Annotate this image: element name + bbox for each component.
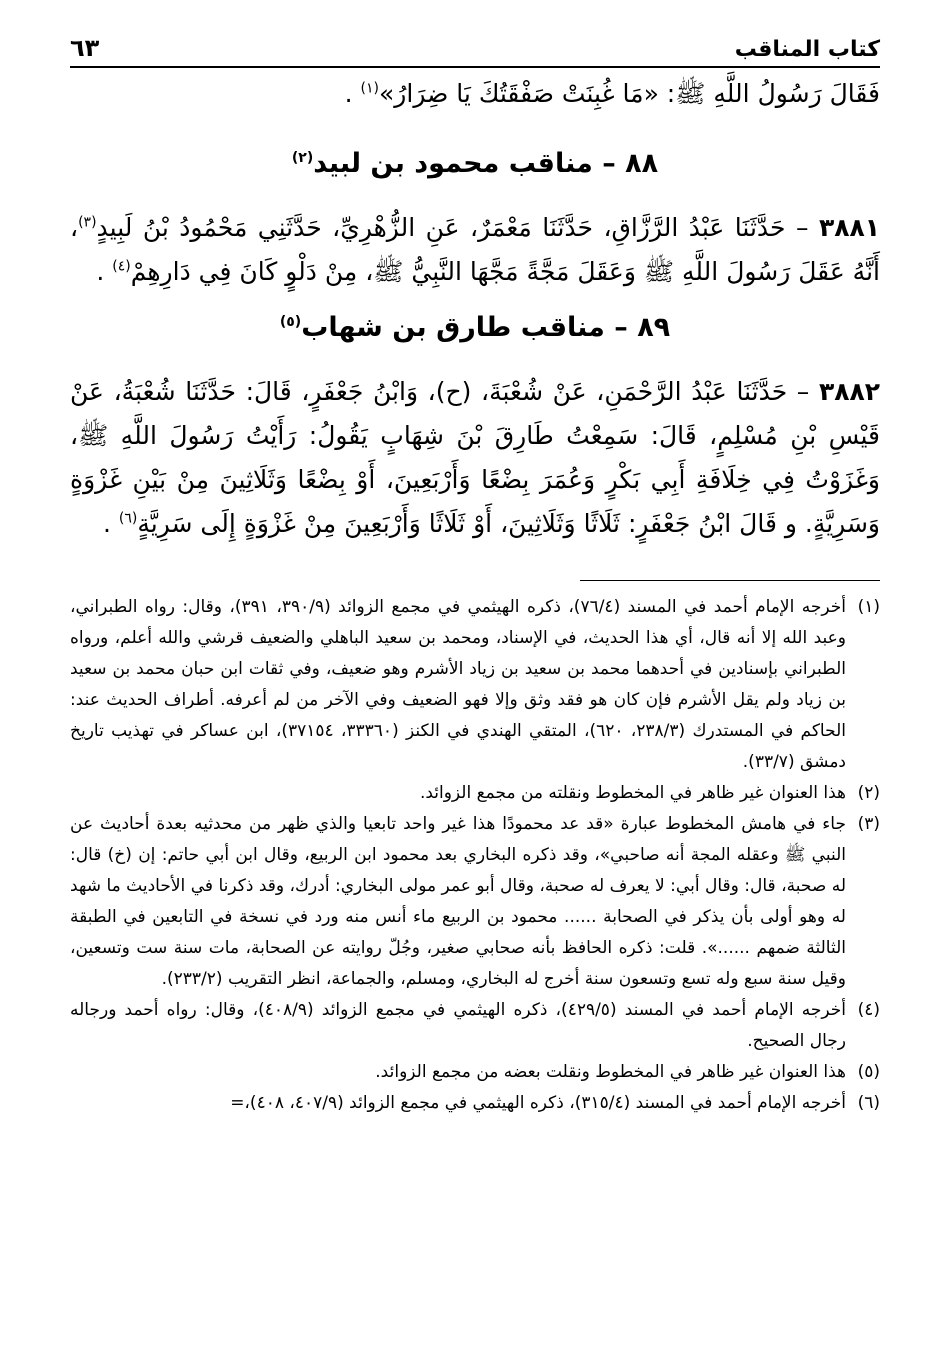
footnote-label: (١) xyxy=(857,597,880,617)
footnote-label: (٤) xyxy=(857,1000,880,1020)
footnote-ref: (٤) xyxy=(112,258,131,275)
footnote-label: (٦) xyxy=(857,1093,880,1113)
footnote-4 xyxy=(70,995,880,1057)
footnote-6 xyxy=(70,1088,880,1119)
page-number: ٦٣ xyxy=(70,34,100,62)
footnote-3 xyxy=(70,809,880,995)
page-header xyxy=(70,28,880,62)
section-title-text: ٨٨ – مناقب محمود بن لبيد xyxy=(313,148,659,179)
footnote-ref: (٢) xyxy=(291,150,314,166)
footnotes-list xyxy=(70,592,880,1119)
hadith-number: ٣٨٨١ xyxy=(818,213,880,242)
footnote-label: (٥) xyxy=(857,1062,880,1082)
footnote-label: (٣) xyxy=(857,814,880,834)
section-title-88 xyxy=(70,144,880,184)
footnote-ref: (٣) xyxy=(78,214,97,231)
footnote-text: أخرجه الإمام أحمد في المسند (٤٢٩/٥)، ذكره الهيثمي في مجمع الزوائد (٤٠٨/٩)، وقال: رواه أحمد ورجاله رجال الصحيح. xyxy=(70,1000,846,1051)
footnote-ref: (٥) xyxy=(279,314,302,330)
footnote-text: هذا العنوان غير ظاهر في المخطوط ونقلته من مجمع الزوائد. xyxy=(419,783,846,803)
intro-body: فَقَالَ رَسُولُ اللَّهِ ﷺ: «مَا غُبِنَتْ صَفْقَتُكَ يَا ضِرَارُ» xyxy=(379,79,880,108)
book-page xyxy=(70,20,880,1340)
footnote-ref: (١) xyxy=(360,80,380,97)
hadith-end: . xyxy=(102,509,119,538)
footnote-text: أخرجه الإمام أحمد في المسند (٧٦/٤)، ذكره الهيثمي في مجمع الزوائد (٣٩٠/٩، ٣٩١)، وقال: رواه الطبراني، وعبد الله إلا أنه قال، أي هذا الحديث، في الإسناد، ومحمد بن سعيد الباهلي والضعيف قرشي والله أعلم، ورواه الطبراني بإسنادين في أحدهما محمد بن سعيد بن زياد الأشرم وهو ضعيف، وفي ثقات ابن حبان محمد بن سعيد بن زياد ولم يقل الأشرم فإن كان هو فقد وثق وإلا فهو الضعيف وفي الآخر من لم أعرفه. أطراف الحديث عند: الحاكم في المستدرك (٢٣٨/٣، ٦٢٠)، المتقي الهندي في الكنز (٣٣٣٦٠، ٣٧١٥٤)، ابن عساكر في تهذيب تاريخ دمشق (٣٣/٧). xyxy=(70,597,846,772)
footnote-text: أخرجه الإمام أحمد في المسند (٣١٥/٤)، ذكره الهيثمي في مجمع الزوائد (٤٠٧/٩، ٤٠٨)،= xyxy=(230,1093,846,1113)
hadith-end: . xyxy=(96,257,113,286)
footnote-divider xyxy=(580,580,880,581)
footnote-5 xyxy=(70,1057,880,1088)
hadith-text-part1: – حَدَّثَنَا عَبْدُ الرَّحْمَنِ، عَنْ شُعْبَةَ، (ح)، وَابْنُ جَعْفَرٍ، قَالَ: حَدَّثَنَا شُعْبَةُ، عَنْ قَيْسِ بْنِ مُسْلِمٍ، قَالَ: سَمِعْتُ طَارِقَ بْنَ شِهَابٍ يَقُولُ: رَأَيْتُ رَسُولَ اللَّهِ ﷺ، وَغَزَوْتُ فِي خِلَافَةِ أَبِي بَكْرٍ وَعُمَرَ بِضْعًا وَأَرْبَعِينَ، أَوْ بِضْعًا وَثَلَاثِينَ مِنْ بَيْنِ غَزْوَةٍ وَسَرِيَّةٍ. و قَالَ ابْنُ جَعْفَرٍ: ثَلَاثًا وَثَلَاثِينَ، أَوْ ثَلَاثًا وَأَرْبَعِينَ مِنْ غَزْوَةٍ إِلَى سَرِيَّةٍ xyxy=(70,377,880,538)
footnote-label: (٢) xyxy=(857,783,880,803)
section-title-text: ٨٩ – مناقب طارق بن شهاب xyxy=(301,312,671,343)
footnote-1 xyxy=(70,592,880,778)
header-divider xyxy=(70,66,880,68)
footnote-text: جاء في هامش المخطوط عبارة «قد عد محمودًا هذا غير واحد تابعيا والذي ظهر من محدثيه بعدة أحاديث عن النبي ﷺ وعقله المجة أنه صاحبي»، وقد ذكره البخاري بعد محمود ابن الربيع، وقال ابن أبي حاتم: إن (خ) قال: له صحبة، قال: وقال أبي: لا يعرف له صحبة، وقال أبو عمر مولى البخاري: أدرك، وقد ذكرنا في الأحاديث ما شهد له وهو أولى بأن يذكر في الصحابة ...... محمود بن الربيع ماء أنس منه ورد في نسخة في التابعين في الطبقة الثالثة ضمهم ......». قلت: ذكره الحافظ بأنه صحابي صغير، وجُلّ روايته عن الصحابة، مات سنة ست وتسعين، وقيل سنة سبع وله تسع وتسعون سنة أخرج له البخاري، ومسلم، والجماعة، انظر التقريب (٢٣٣/٢). xyxy=(70,814,846,989)
intro-text xyxy=(70,72,880,116)
hadith-text-part1: – حَدَّثَنَا عَبْدُ الرَّزَّاقِ، حَدَّثَنَا مَعْمَرٌ، عَنِ الزُّهْرِيِّ، حَدَّثَنِي مَحْمُودُ بْنُ لَبِيدٍ xyxy=(96,213,819,242)
footnote-2 xyxy=(70,778,880,809)
intro-end: . xyxy=(344,79,361,108)
footnote-ref: (٦) xyxy=(118,510,138,527)
hadith-text-part2: ، أَنَّهُ عَقَلَ رَسُولَ اللَّهِ ﷺ وَعَقَلَ مَجَّةً مَجَّهَا النَّبِيُّ ﷺ، مِنْ دَلْوٍ كَانَ فِي دَارِهِمْ xyxy=(70,213,880,286)
hadith-3881 xyxy=(70,206,880,294)
hadith-3882 xyxy=(70,370,880,546)
footnote-text: هذا العنوان غير ظاهر في المخطوط ونقلت بعضه من مجمع الزوائد. xyxy=(375,1062,846,1082)
book-title: كتاب المناقب xyxy=(734,37,880,62)
section-title-89 xyxy=(70,308,880,348)
hadith-number: ٣٨٨٢ xyxy=(818,377,880,406)
